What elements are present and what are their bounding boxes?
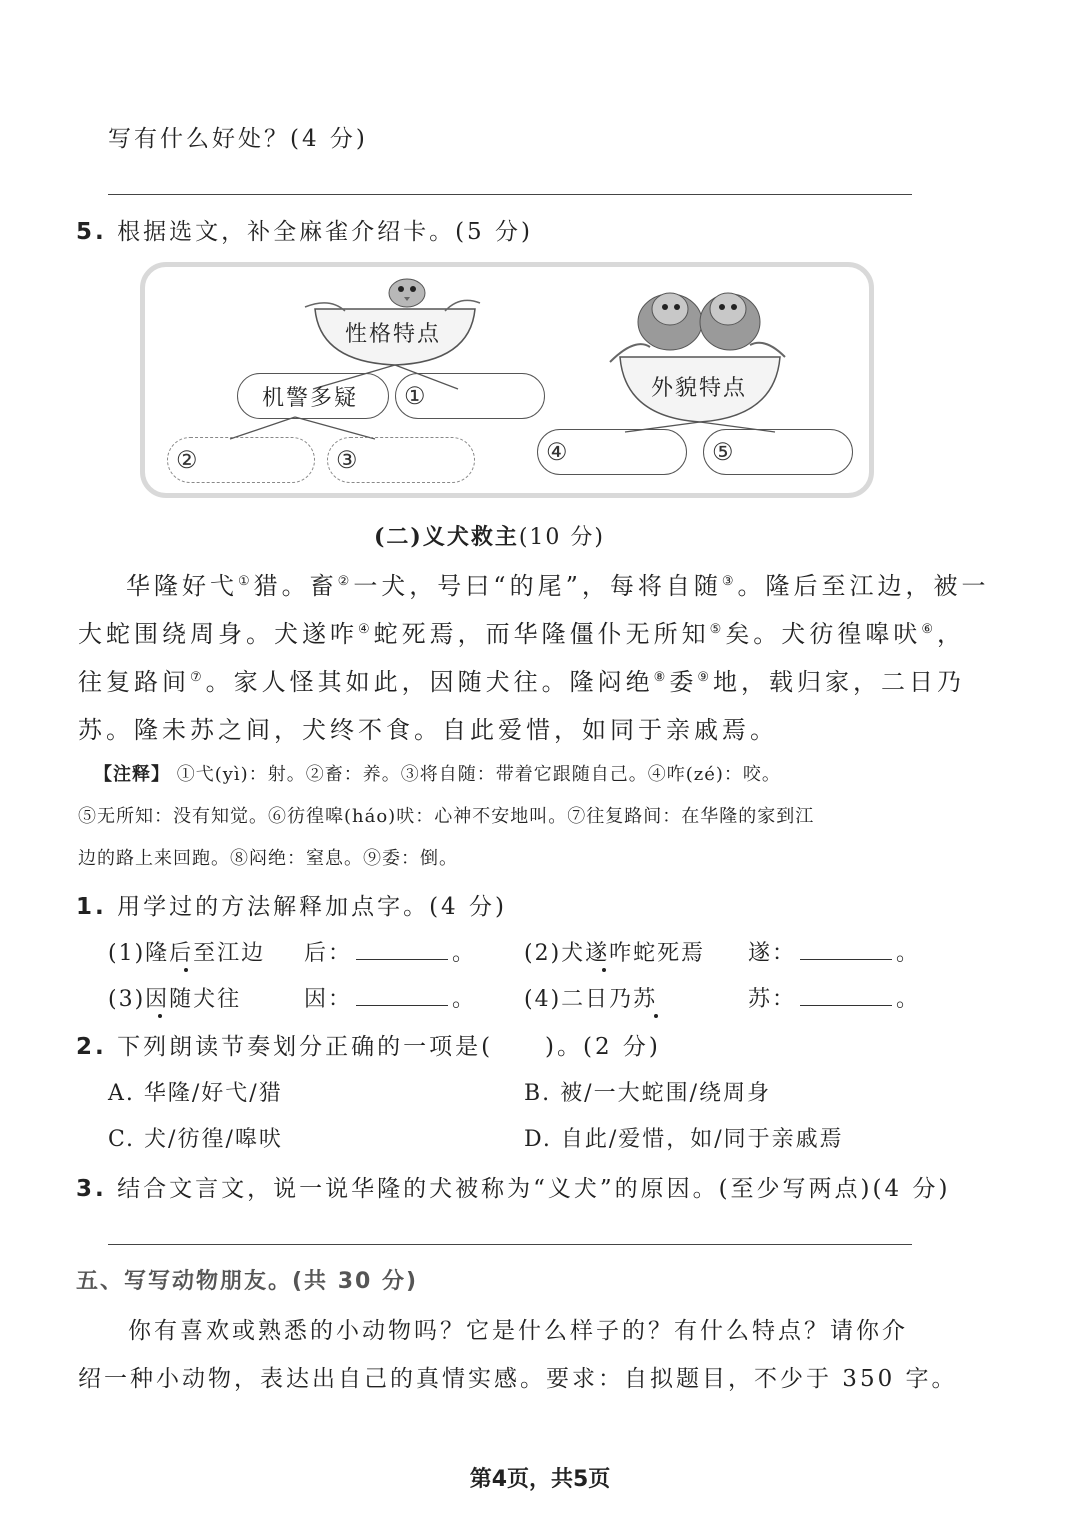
emphasis-dot bbox=[654, 1014, 658, 1018]
slot-number: ① bbox=[404, 382, 428, 410]
section-5-title: 五、写写动物朋友。(共 30 分) bbox=[76, 1269, 419, 1294]
blank-2[interactable] bbox=[167, 437, 315, 483]
passage-line-4: 苏。隆未苏之间，犬终不食。自此爱惜，如同于亲戚焉。 bbox=[78, 716, 778, 744]
q1-item-3: (3)因随犬往 bbox=[108, 987, 242, 1012]
two-sparrows-icon bbox=[610, 293, 785, 362]
q1-answer-1[interactable]: 后： 。 bbox=[304, 941, 477, 966]
notes-text: ①弋(yì)：射。②畜：养。③将自随：带着它跟随自己。④咋(zé)：咬。 bbox=[176, 764, 781, 785]
emphasis-dot bbox=[158, 1014, 162, 1018]
passage-title bbox=[374, 520, 605, 551]
slot-number: ② bbox=[176, 446, 200, 474]
answer-line bbox=[108, 194, 912, 195]
sparrow-icon bbox=[389, 279, 425, 307]
passage-line-3: 往复路间⑦。家人怪其如此，因随犬往。隆闷绝⑧委⑨地，载归家，二日乃 bbox=[78, 668, 965, 696]
blank-1[interactable] bbox=[395, 373, 545, 419]
question-4-tail: 写有什么好处？(4 分) bbox=[108, 126, 368, 152]
passage-score: (10 分) bbox=[518, 525, 605, 550]
question-text: 根据选文，补全麻雀介绍卡。(5 分) bbox=[117, 219, 533, 245]
question-3 bbox=[76, 1170, 950, 1203]
emphasis-dot bbox=[184, 968, 188, 972]
sparrow-intro-card bbox=[140, 262, 874, 498]
page-number: 第4页，共5页 bbox=[469, 1467, 611, 1492]
question-5 bbox=[76, 213, 533, 246]
blank-4[interactable] bbox=[537, 429, 687, 475]
blank-5[interactable] bbox=[703, 429, 853, 475]
personality-label: 性格特点 bbox=[345, 322, 442, 347]
slot-number: ③ bbox=[336, 446, 360, 474]
question-text: 下列朗读节奏划分正确的一项是( )。(2 分) bbox=[117, 1034, 661, 1060]
option-d[interactable]: D. 自此/爱惜，如/同于亲戚焉 bbox=[524, 1127, 844, 1152]
passage-line-1: 华隆好弋①猎。畜②一犬，号曰“的尾”，每将自随③。隆后至江边，被一 bbox=[126, 572, 990, 600]
slot-number: ⑤ bbox=[712, 438, 736, 466]
blank-3[interactable] bbox=[327, 437, 475, 483]
q1-item-1: (1)隆后至江边 bbox=[108, 941, 266, 966]
question-1 bbox=[76, 888, 507, 921]
question-number: 2. bbox=[76, 1034, 107, 1060]
question-text: 结合文言文，说一说华隆的犬被称为“义犬”的原因。(至少写两点)(4 分) bbox=[117, 1176, 951, 1202]
appearance-label: 外貌特点 bbox=[651, 376, 748, 401]
writing-prompt-line-2: 绍一种小动物，表达出自己的真情实感。要求：自拟题目，不少于 350 字。 bbox=[78, 1366, 958, 1392]
notes-line-1 bbox=[94, 760, 781, 786]
question-text: 用学过的方法解释加点字。(4 分) bbox=[117, 894, 507, 920]
question-number: 5. bbox=[76, 219, 107, 245]
notes-line-2: ⑤无所知：没有知觉。⑥彷徨嗥(háo)吠：心神不安地叫。⑦往复路间：在华隆的家到江 bbox=[78, 806, 815, 827]
notes-label: 【注释】 bbox=[94, 764, 170, 785]
passage-line-2: 大蛇围绕周身。犬遂咋④蛇死焉，而华隆僵仆无所知⑤矣。犬彷徨嗥吠⑥， bbox=[78, 620, 965, 648]
q1-item-2: (2)犬遂咋蛇死焉 bbox=[524, 941, 706, 966]
q1-item-4: (4)二日乃苏 bbox=[524, 987, 658, 1012]
q1-answer-4[interactable]: 苏： 。 bbox=[748, 987, 921, 1012]
option-c[interactable]: C. 犬/彷徨/嗥吠 bbox=[108, 1127, 283, 1152]
emphasis-dot bbox=[602, 968, 606, 972]
slot-number: ④ bbox=[546, 438, 570, 466]
writing-prompt-line-1: 你有喜欢或熟悉的小动物吗？它是什么样子的？有什么特点？请你介 bbox=[128, 1318, 908, 1344]
question-2 bbox=[76, 1028, 661, 1061]
trait-alert-text: 机警多疑 bbox=[262, 385, 359, 411]
trait-alert bbox=[237, 373, 389, 419]
passage-title-text: (二)义犬救主 bbox=[374, 524, 519, 550]
answer-line[interactable] bbox=[108, 1244, 912, 1245]
question-number: 1. bbox=[76, 894, 107, 920]
q1-answer-2[interactable]: 遂： 。 bbox=[748, 941, 921, 966]
q1-answer-3[interactable]: 因： 。 bbox=[304, 987, 477, 1012]
option-b[interactable]: B. 被/一大蛇围/绕周身 bbox=[524, 1081, 771, 1106]
question-number: 3. bbox=[76, 1176, 107, 1202]
option-a[interactable]: A. 华隆/好弋/猎 bbox=[108, 1081, 283, 1106]
notes-line-3: 边的路上来回跑。⑧闷绝：窒息。⑨委：倒。 bbox=[78, 848, 458, 869]
